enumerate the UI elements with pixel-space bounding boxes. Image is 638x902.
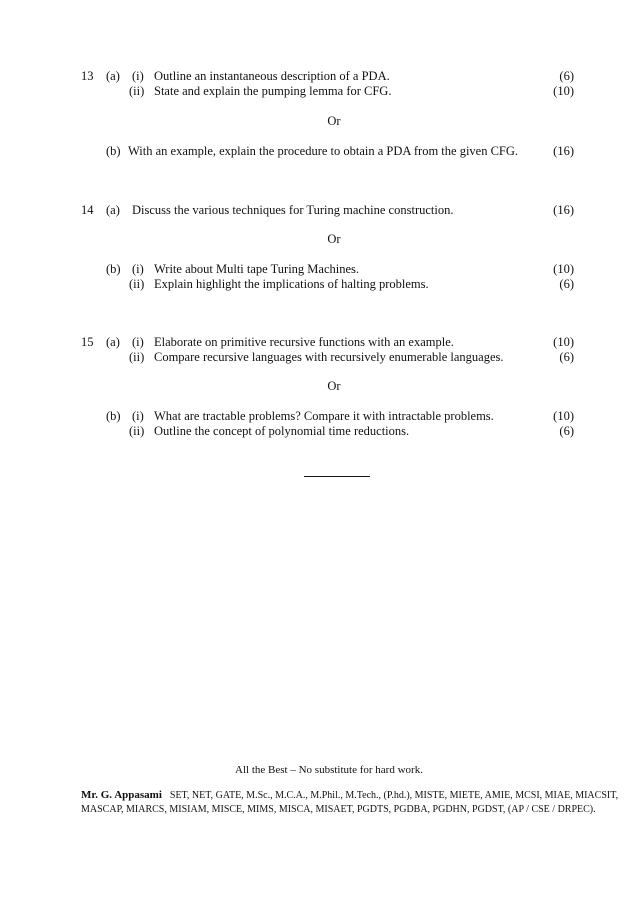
q15-a-ii-label: (ii)	[129, 350, 145, 364]
q15-b-i-text: What are tractable problems? Compare it with intractable problems.	[154, 409, 494, 423]
q13-or: Or	[327, 114, 341, 128]
q13-a-i-text: Outline an instantaneous description of a PDA.	[154, 69, 390, 83]
footer-motto: All the Best – No substitute for hard work.	[235, 764, 423, 776]
q13-a-i-marks: (6)	[559, 69, 574, 83]
author-credentials-line2: MASCAP, MIARCS, MISIAM, MISCE, MIMS, MISCA, MISAET, PGDTS, PGDBA, PGDHN, PGDST, (AP / CSE / DRPEC).	[81, 804, 596, 815]
q13-b-marks: (16)	[553, 144, 574, 158]
q13-a-label: (a)	[106, 69, 120, 83]
q13-a-ii-label: (ii)	[129, 84, 145, 98]
q15-b-i-marks: (10)	[553, 409, 574, 423]
author-credentials-line1: SET, NET, GATE, M.Sc., M.C.A., M.Phil., M.Tech., (P.hd.), MISTE, MIETE, AMIE, MCSI, MIAE, MIACSIT,	[169, 790, 619, 801]
end-of-paper-rule	[304, 476, 370, 477]
q14-or: Or	[327, 232, 341, 246]
q15-b-ii-marks: (6)	[559, 424, 574, 438]
q15-number: 15	[81, 335, 94, 349]
author-name: Mr. G. Appasami	[81, 789, 162, 801]
q14-b-i-text: Write about Multi tape Turing Machines.	[154, 262, 360, 276]
q13-b-label: (b)	[106, 144, 121, 158]
q14-b-i-marks: (10)	[553, 262, 574, 276]
q13-a-i-label: (i)	[132, 69, 144, 83]
q13-number: 13	[81, 69, 94, 83]
q14-b-ii-text: Explain highlight the implications of halting problems.	[154, 277, 429, 291]
q14-a-marks: (16)	[553, 203, 574, 217]
q15-a-i-label: (i)	[132, 335, 144, 349]
q13-a-ii-marks: (10)	[553, 84, 574, 98]
q14-a-label: (a)	[106, 203, 120, 217]
q15-a-i-text: Elaborate on primitive recursive functions with an example.	[154, 335, 454, 349]
q14-number: 14	[81, 203, 94, 217]
q15-b-i-label: (i)	[132, 409, 144, 423]
q15-b-ii-text: Outline the concept of polynomial time reductions.	[154, 424, 410, 438]
q15-a-ii-marks: (6)	[559, 350, 574, 364]
q15-b-label: (b)	[106, 409, 121, 423]
author-signature	[81, 788, 618, 803]
q15-a-ii-text: Compare recursive languages with recursively enumerable languages.	[154, 350, 504, 364]
q14-b-ii-label: (ii)	[129, 277, 145, 291]
q15-b-ii-label: (ii)	[129, 424, 145, 438]
q13-a-ii-text: State and explain the pumping lemma for CFG.	[154, 84, 392, 98]
q14-b-ii-marks: (6)	[559, 277, 574, 291]
q14-b-label: (b)	[106, 262, 121, 276]
q14-b-i-label: (i)	[132, 262, 144, 276]
q13-b-text: With an example, explain the procedure to obtain a PDA from the given CFG.	[128, 144, 519, 158]
q14-a-text: Discuss the various techniques for Turing machine construction.	[132, 203, 454, 217]
q15-or: Or	[327, 379, 341, 393]
q15-a-label: (a)	[106, 335, 120, 349]
q15-a-i-marks: (10)	[553, 335, 574, 349]
